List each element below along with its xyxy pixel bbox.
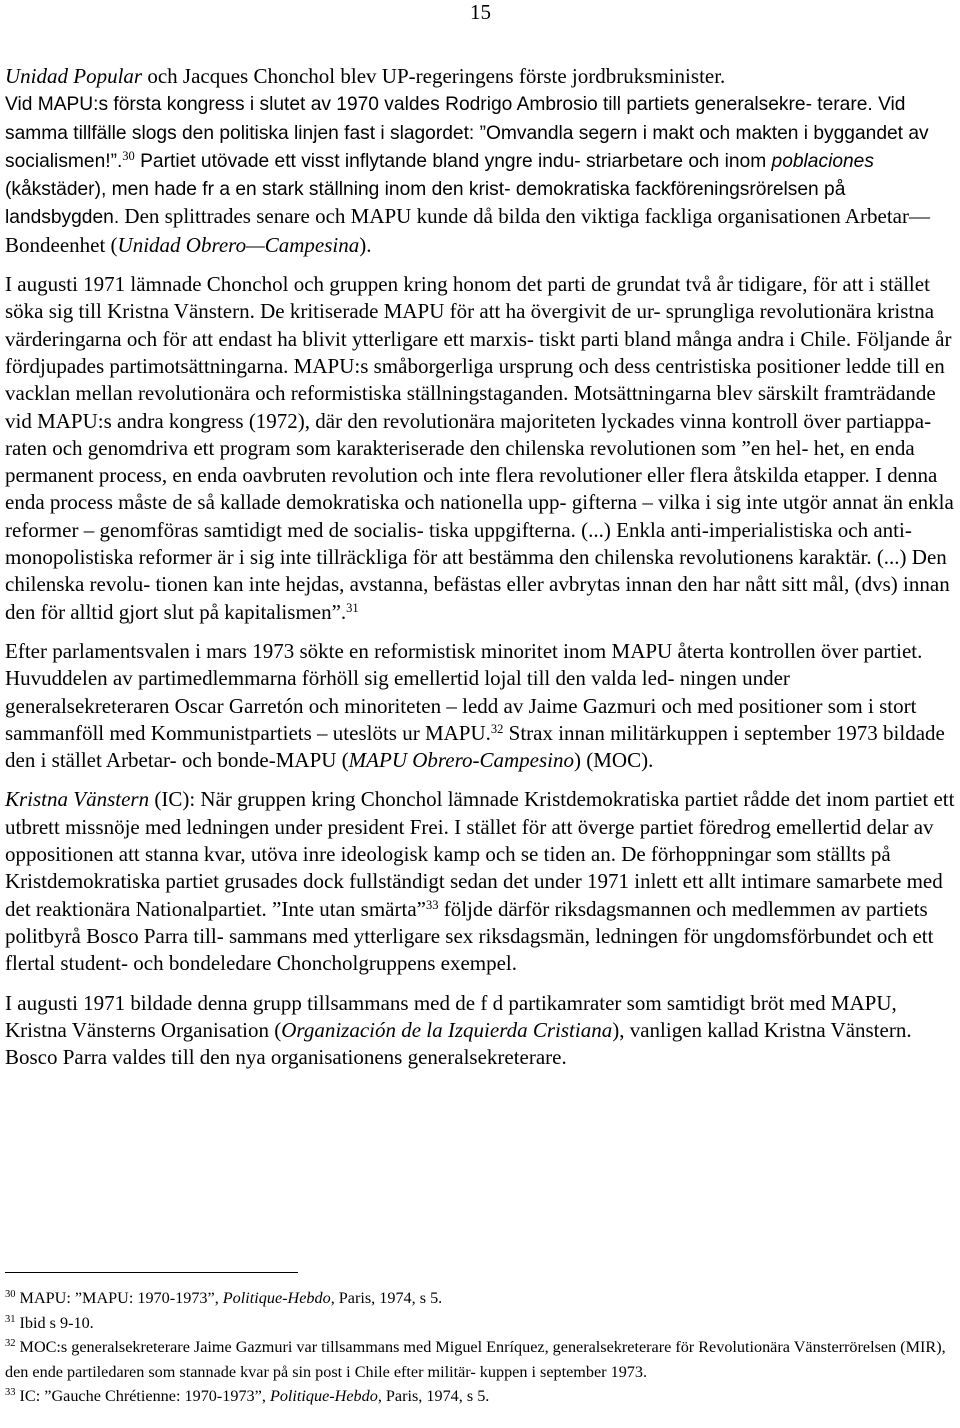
paragraph-3: [5, 638, 955, 774]
text-span: ).: [359, 232, 372, 257]
footnote-text: IC: ”Gauche Chrétienne: 1970-1973”,: [15, 1387, 270, 1406]
footnote-ref-30[interactable]: 30: [122, 148, 135, 163]
text-span: Den splittrades senare och MAPU kunde då bilda den viktiga fackliga organisationen Arbetar—Bondeenhet (: [5, 204, 930, 257]
sans-text: Partiet utövade ett visst inflytande bland yngre indu- striarbetare och inom: [134, 150, 772, 172]
text-span: ) (MOC).: [574, 748, 654, 773]
text-span: och Jacques Chonchol blev UP-regeringens förste jordbruksminister.: [142, 64, 726, 88]
italic-term: poblaciones: [771, 150, 874, 172]
paragraph-5: [5, 990, 955, 1072]
italic-term: Unidad Obrero—Campesina: [117, 232, 360, 257]
italic-term: Organización de la Izquierda Cristiana: [281, 1017, 613, 1042]
italic-term: Kristna Vänstern: [5, 787, 150, 812]
text-span: De kritiserade MAPU för att ha övergivit de ur- sprungliga revolutionära kristna värderingarna och för att endast ha blivit ytterligare ett marxis- tiskt parti bland många andra i Chile.: [5, 299, 935, 351]
footnote-text: , Paris, 1974, s 5.: [377, 1387, 490, 1406]
text-span: ), vanligen kallad Kristna Vänstern. Bosco Parra valdes till den nya organisationens generalsekreterare.: [5, 1017, 912, 1070]
footnote-number: 33: [5, 1387, 16, 1399]
italic-term: Politique-Hebdo: [222, 1289, 331, 1307]
italic-term: MAPU Obrero-Campesino: [348, 748, 575, 773]
text-span: Motsättningarna blev särskilt framträdande vid MAPU:s andra kongress (1972), där den revolutionära majoriteten lyckades vinna kontroll över partiappa- raten och genomdriva ett program som karakteriserade den chilenska revolutionen som ”en hel- het, en enda permanent process, en enda oavbruten revolution och inte flera revolutioner eller flera åtskilda etapper. I denna enda process måste de så kallade demokratiska och nationella upp- gifterna – vilka i sig inte utgör annat än enkla reformer – genomföras samtidigt med de socialis- tiska uppgifterna. (...) Enkla anti-imperialistiska och anti-monopolistiska reformer är i sig inte tillräckliga för att bestämma den chilenska revolutionens karaktär. (...) Den chilenska revolu- tionen kan inte hejdas, avstanna, befästas eller avbrytas innan den har nått sitt mål, (dvs) innan den för alltid gjort slut på kapitalismen”.: [5, 381, 954, 624]
paragraph-2: [5, 271, 955, 626]
sans-text: (kåkstäder), men hade fr a en stark ställning inom den krist- demokratiska fackföreningsrörelsen på landsbygden.: [5, 179, 846, 229]
sans-text: Vid MAPU:s första kongress i slutet av 1970 valdes Rodrigo Ambrosio till partiets generalsekre- terare. Vid samma tillfälle slogs den politiska linjen fast i slagordet: ”Omvandla segern i makt och makten i byggandet av socialismen!”.: [5, 94, 929, 172]
italic-term: Unidad Popular: [5, 64, 143, 88]
italic-term: Politique-Hebdo: [269, 1387, 378, 1406]
page-number: 15: [470, 0, 491, 24]
footnotes: [5, 1286, 955, 1409]
text-span: följde därför riksdagsmannen och medlemmen av partiets politbyrå Bosco Parra till- sammans med ytterligare sex riksdagsmän, ledningen för ungdomsförbundet och ett flertal student- och bondeledare Choncholgruppens exempel.: [5, 896, 934, 976]
text-span: Följande år fördjupades partimotsättningarna.: [5, 326, 952, 378]
text-span: I augusti 1971 lämnade Chonchol och gruppen kring honom det parti de grundat två år tidigare, för att i stället söka sig till Kristna Vänstern.: [5, 272, 930, 324]
paragraph-4: [5, 786, 955, 977]
footnote-ref-33[interactable]: 33: [425, 897, 439, 912]
footnote-30: [5, 1286, 955, 1311]
text-span: MAPU:s småborgerliga ursprung och dess centristiska positioner ledde till en vacklan mellan revolutionära och reformistiska ställningstaganden.: [5, 353, 945, 406]
footnote-ref-31[interactable]: 31: [346, 600, 359, 615]
footnote-number: 32: [5, 1338, 16, 1350]
footnote-32: [5, 1335, 955, 1384]
text-span: Strax innan militärkuppen i september 1973 bildade den i stället Arbetar- och bonde-MAPU (: [5, 720, 945, 773]
text-span: I augusti 1971 bildade denna grupp tillsammans med de f d partikamrater som samtidigt bröt med MAPU, Kristna Vänsterns Organisation (: [5, 990, 897, 1042]
footnote-ref-32[interactable]: 32: [490, 721, 504, 736]
footnote-text: , Paris, 1974, s 5.: [330, 1289, 443, 1307]
footnote-text: MOC:s generalsekreterare Jaime Gazmuri var tillsammans med Miguel Enríquez, generalsekreterare för Revolutionära Vänsterrörelsen (MIR), den ende partiledaren som stannade kvar på sin post i Chile efter militär- kuppen i september 1973.: [5, 1338, 946, 1381]
body-text: [5, 63, 955, 1083]
footnote-31: [5, 1311, 955, 1336]
footnote-33: [5, 1384, 955, 1409]
footnote-text: Ibid s 9-10.: [15, 1313, 94, 1332]
paragraph-1: [5, 63, 955, 259]
text-span: Efter parlamentsvalen i mars 1973 sökte en reformistisk minoritet inom MAPU återta kontrollen över partiet. Huvuddelen av partimedlemmarna förhöll sig emellertid lojal till den valda led- ningen under generalsekreteraren Oscar Garretón och minoriteten – ledd av Jaime Gazmuri och med positioner som i stort sammanföll med Kommunistpartiets – uteslöts ur MAPU.: [5, 638, 923, 745]
footnote-text: MAPU: ”MAPU: 1970-1973”,: [15, 1289, 223, 1307]
footnote-number: 30: [5, 1289, 16, 1300]
text-span: (IC): När gruppen kring Chonchol lämnade Kristdemokratiska partiet rådde det inom partiet ett utbrett missnöje med ledningen under president Frei. I stället för att överge partiet föredrog emellertid delar av oppositionen att stanna kvar, utöva inre ideologisk kamp och se tiden an. De förhoppningar som ställts på Kristdemokratiska partiet grusades dock fullständigt sedan det under 1971 inlett ett allt intimare samarbete med det reaktionära Nationalpartiet. ”Inte utan smärta”: [5, 787, 955, 921]
footnote-divider: [5, 1272, 298, 1273]
footnote-number: 31: [5, 1313, 16, 1325]
